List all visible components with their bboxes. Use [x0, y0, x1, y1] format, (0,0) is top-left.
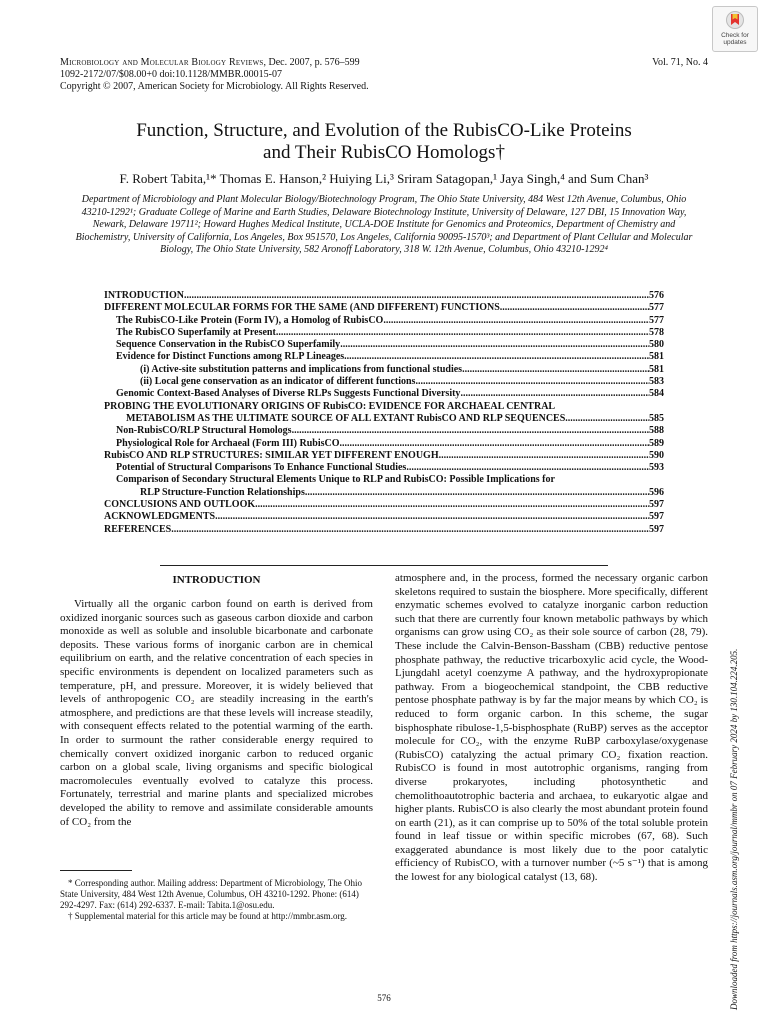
- toc-entry[interactable]: The RubisCO-Like Protein (Form IV), a Homolog of RubisCO ..... 577: [104, 315, 664, 327]
- issn-doi: 1092-2172/07/$08.00+0 doi:10.1128/MMBR.00015-07: [60, 69, 282, 80]
- footnote-corresponding: * Corresponding author. Mailing address: Department of Microbiology, The Ohio State University, 484 West 12th Avenue, Columbus, OH 43210-1292. Phone: (614) 292-4297. Fax: (614) 292-6337. E-mail: Tabita.1@osu.edu.: [60, 878, 362, 910]
- toc-entry[interactable]: CONCLUSIONS AND OUTLOOK ..... 597: [104, 499, 664, 511]
- affiliations: Department of Microbiology and Plant Molecular Biology/Biotechnology Program, The Ohio State University, 484 West 12th Avenue, Columbus, Ohio 43210-1292¹; Graduate College of Marine and Earth Studies, Delaware Biotechnology Institute, University of Delaware, 127 DBI, 15 Innovation Way, Newark, Delaware 19711²; Howard Hughes Medical Institute, UCLA-DOE Institute for Genomics and Proteomics, Department of Chemistry and Biochemistry, University of California, Los Angeles, Box 951570, Los Angeles, California 90095-1570³; and Department of Plant Cellular and Molecular Biology, The Ohio State University, 582 Aronoff Laboratory, 318 W. 12th Avenue, Columbus, Ohio 43210-1292⁴: [75, 194, 693, 255]
- author-list: F. Robert Tabita,¹* Thomas E. Hanson,² Huiying Li,³ Sriram Satagopan,¹ Jaya Singh,⁴ and Sum Chan³: [119, 171, 649, 186]
- journal-citation: [60, 57, 360, 69]
- section-divider: [160, 565, 608, 566]
- copyright: Copyright © 2007, American Society for Microbiology. All Rights Reserved.: [60, 81, 369, 92]
- body-text-left: Virtually all the organic carbon found on earth is derived from oxidized inorganic sources such as gaseous carbon dioxide and carbon monoxide as well as soluble and insoluble bicarbonate and carbonate deposits. These various forms of inorganic carbon are in chemical equilibrium on earth, and the relative concentration of each species in specific environments is dependent on localized parameters such as temperature, pH, and pressure. Moreover, it is widely believed that levels of anthropogenic CO₂ are steadily increasing in the earth's atmosphere, and predictions are that these levels will increase steadily, with consequent effects related to the potential warming of the earth. In order to surmount the rather considerable energy required to chemically convert oxidized inorganic carbon to reduced organic carbon on a global scale, living organisms and specific biological macromolecules eventually evolved to catalyze this process. Fortunately, terrestrial and marine plants and specialized microbes developed the ability to remove and assimilate considerable amounts of CO₂ from the: [60, 598, 373, 828]
- toc-entry[interactable]: Sequence Conservation in the RubisCO Superfamily ..... 580: [104, 339, 664, 351]
- check-for-updates-badge[interactable]: [712, 6, 758, 52]
- badge-line2: updates: [723, 39, 747, 46]
- toc-entry[interactable]: RubisCO AND RLP STRUCTURES: SIMILAR YET DIFFERENT ENOUGH ..... 590: [104, 450, 664, 462]
- toc-entry[interactable]: (i) Active-site substitution patterns and implications from functional studies ..... 581: [104, 364, 664, 376]
- journal-name: Microbiology and Molecular Biology Reviews: [60, 57, 264, 68]
- toc-entry[interactable]: PROBING THE EVOLUTIONARY ORIGINS OF RubisCO: EVIDENCE FOR ARCHAEAL CENTRAL: [104, 400, 556, 412]
- toc-entry[interactable]: INTRODUCTION ..... 576: [104, 290, 664, 302]
- toc-entry[interactable]: Physiological Role for Archaeal (Form III) RubisCO ..... 589: [104, 438, 664, 450]
- toc-entry[interactable]: The RubisCO Superfamily at Present ..... 578: [104, 327, 664, 339]
- section-heading: INTRODUCTION: [172, 574, 261, 586]
- bookmark-icon: [725, 10, 745, 30]
- title-line1: Function, Structure, and Evolution of the RubisCO-Like Proteins: [136, 120, 632, 141]
- toc-entry[interactable]: Potential of Structural Comparisons To Enhance Functional Studies ..... 593: [104, 462, 664, 474]
- toc-entry[interactable]: REFERENCES ..... 597: [104, 524, 664, 536]
- table-of-contents: [104, 290, 664, 536]
- body-text-right: atmosphere and, in the process, formed the necessary organic carbon skeletons required to sustain the biosphere. More specifically, different enzymatic schemes evolved to catalyze inorganic carbon reduction such that there are currently four known metabolic pathways by which organisms can grow using CO₂ as their sole source of carbon (28, 79). These include the Calvin-Benson-Bassham (CBB) reductive pentose phosphate pathway, the reductive tricarboxylic acid cycle, the Wood-Ljungdahl acetyl coenzyme A pathway, and the hydroxypropionate pathway. From a biogeochemical standpoint, the CBB reductive pentose phosphate pathway is by far the major means by which CO₂ is reduced to form organic carbon. In this scheme, the sugar bisphosphate ribulose-1,5-bisphosphate (RuBP) serves as the acceptor molecule for CO₂, with the enzyme RuBP carboxylase/oxygenase (RubisCO) catalyzing the actual primary CO₂ fixation reaction. RubisCO is found in most autotrophic organisms, ranging from diverse prokaryotes, including photosynthetic and chemolithoautotrophic bacteria and archaea, to eukaryotic algae and higher plants. RubisCO is also clearly the most abundant protein found on earth (21), as it can comprise up to 50% of the total soluble protein found in leaf tissue or within specific microbes (67, 68). Such exaggerated abundance is most likely due to the poor catalytic efficiency of RubisCO, with a turnover number (~5 s⁻¹) that is among the lowest for any biological catalyst (13, 68).: [395, 572, 708, 884]
- page-number: 576: [377, 993, 391, 1003]
- toc-entry[interactable]: Evidence for Distinct Functions among RLP Lineages ..... 581: [104, 351, 664, 363]
- toc-entry-continued[interactable]: RLP Structure-Function Relationships ..... 596: [104, 487, 664, 499]
- volume-issue: Vol. 71, No. 4: [652, 57, 708, 68]
- toc-entry[interactable]: Non-RubisCO/RLP Structural Homologs ..... 588: [104, 425, 664, 437]
- toc-entry[interactable]: ACKNOWLEDGMENTS ..... 597: [104, 511, 664, 523]
- download-note: Downloaded from https://journals.asm.org/journal/mmbr on 07 February 2024 by 130.104.224.205.: [729, 648, 739, 1010]
- footnote-supplemental: † Supplemental material for this article may be found at http://mmbr.asm.org.: [68, 911, 348, 921]
- toc-entry[interactable]: Genomic Context-Based Analyses of Diverse RLPs Suggests Functional Diversity ..... 584: [104, 388, 664, 400]
- footnotes: [60, 878, 373, 922]
- badge-line1: Check for: [721, 32, 749, 39]
- title-line2: and Their RubisCO Homologs†: [263, 142, 505, 163]
- footnote-divider: [60, 870, 132, 871]
- journal-issue: , Dec. 2007, p. 576–599: [263, 57, 360, 68]
- toc-entry[interactable]: DIFFERENT MOLECULAR FORMS FOR THE SAME (AND DIFFERENT) FUNCTIONS ..... 577: [104, 302, 664, 314]
- toc-entry[interactable]: (ii) Local gene conservation as an indicator of different functions ..... 583: [104, 376, 664, 388]
- article-title: [60, 120, 708, 164]
- toc-entry-continued[interactable]: METABOLISM AS THE ULTIMATE SOURCE OF ALL EXTANT RubisCO AND RLP SEQUENCES ..... 585: [104, 413, 664, 425]
- toc-entry[interactable]: Comparison of Secondary Structural Elements Unique to RLP and RubisCO: Possible Implications for: [116, 474, 555, 486]
